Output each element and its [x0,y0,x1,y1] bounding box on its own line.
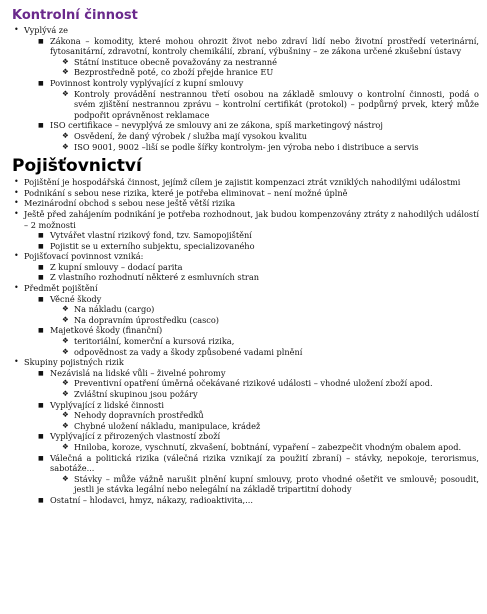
list-item [38,230,479,241]
list-item [38,495,479,506]
list-item-text: Nehody dopravních prostředků [74,410,204,421]
pojistovnictvi-list [12,177,479,505]
list-item [38,453,479,474]
bullet-icon: ■ [38,263,44,271]
list-item-text: Z vlastního rozhodnutí některé z esmluvních stran [50,272,259,283]
list-item [62,57,479,68]
list-item [38,368,479,379]
list-item [62,89,479,121]
list-item-text: Skupiny pojistných rizik [24,357,124,368]
bullet-icon: ❖ [62,141,69,151]
list-item-text: Stávky – může vážně narušit plnění kupní smlouvy, proto vhodné ošetřit ve smlouvě; posoudit, jestli je stávka legální nebo nelegální na základě tripartitní dohody [74,473,479,495]
list-item-text: Chybné uložení nákladu, manipulace, krádež [74,420,261,431]
list-item-text: Vyplývající z přirozených vlastností zboží [50,431,221,442]
list-item [62,336,479,347]
bullet-icon: ❖ [62,336,69,346]
bullet-icon: ■ [38,454,44,462]
list-item-text: Z kupní smlouvy – dodací parita [50,261,183,272]
bullet-icon: ■ [38,401,44,409]
list-item [38,36,479,57]
list-item [38,120,479,131]
list-item-text: Zvláštní skupinou jsou požáry [74,389,198,399]
bullet-icon: • [14,251,19,261]
section-title-kontrolni-cinnost: Kontrolní činnost [12,8,138,23]
list-item [62,304,479,315]
list-item [62,421,479,432]
bullet-icon: ❖ [62,473,69,483]
bullet-icon: ■ [38,295,44,303]
list-item-text: Válečná a politická rizika (válečná rizika vznikají za použití zbraní) – stávky, nepokoje, terorismus, sabotáže... [50,452,479,474]
list-item-text: odpovědnost za vady a škody způsobené vadami plnění [74,346,303,357]
list-item [62,142,479,153]
list-item-text: Mezinárodní obchod s sebou nese ještě větší rizika [24,198,236,209]
list-item-text: ISO 9001, 9002 –liší se podle šířky kontrolym- jen výroba nebo i distribuce a servis [74,141,419,152]
section-title-pojistovnictvi: Pojišťovnictví [12,156,142,177]
kontrolni-cinnost-list [12,25,479,152]
list-item-text: Předmět pojištění [24,283,98,294]
list-item [12,177,479,188]
list-item-text: Ještě před zahájením podnikání je potřeba rozhodnout, jak budou kompenzovány ztráty z nahodilých událostí – 2 možnosti [24,208,479,230]
list-item [38,325,479,336]
bullet-icon: ■ [38,274,44,282]
list-item [38,78,479,89]
list-item-text: teritoriální, komerční a kursová rizika, [74,336,235,347]
bullet-icon: ■ [38,232,44,240]
list-item [12,198,479,209]
list-item [12,283,479,294]
bullet-icon: • [14,208,19,218]
bullet-icon: • [14,25,19,34]
list-item-text: Vyplývá ze [24,25,68,35]
bullet-icon: ❖ [62,420,69,430]
list-item [62,410,479,421]
list-item-text: Státní instituce obecně považovány za nestranné [74,56,278,67]
bullet-icon: ❖ [62,314,69,324]
list-item [12,188,479,199]
list-item [12,209,479,230]
bullet-icon: • [14,283,19,293]
list-item-text: Vyplývající z lidské činnosti [50,399,164,410]
bullet-icon: ■ [38,37,44,45]
list-item [38,241,479,252]
list-item-text: Preventivní opatření úměrná očekávané rizikové události – vhodné uložení zboží apod. [74,378,433,389]
bullet-icon: ❖ [62,67,69,77]
list-item [38,262,479,273]
bullet-icon: ❖ [62,346,69,356]
list-item-text: Věcné škody [50,293,102,304]
bullet-icon: ❖ [62,389,69,398]
list-item [12,25,479,36]
list-item-text: Na dopravním úprostředku (casco) [74,314,219,325]
list-item [62,389,479,400]
list-item [62,67,479,78]
list-item-text: Ostatní – hlodavci, hmyz, nákazy, radioaktivita,... [50,494,253,505]
list-item-text: Na nákladu (cargo) [74,304,155,315]
bullet-icon: ■ [38,433,44,441]
list-item [12,251,479,262]
bullet-icon: • [14,177,19,187]
bullet-icon: • [14,198,19,208]
list-item [38,272,479,283]
list-item-text: Bezprostředně poté, co zboží přejde hranice EU [74,67,274,78]
list-item-text: Hniloba, koroze, vyschnutí, zkvašení, bobtnání, vypaření – zabezpečit vhodným obalem apod. [74,441,462,452]
bullet-icon: ■ [38,122,44,130]
bullet-icon: ■ [38,79,44,87]
list-item [38,294,479,305]
list-item-text: Kontroly provádění nestrannou třetí osobou na základě smlouvy o kontrolní činnosti, podá o svém zjištění nestrannou zprávu – kontrolní certifikát (protokol) – podpůrný prvek, který může podpořit oprávněnost reklamace [74,88,479,120]
bullet-icon: ❖ [62,441,69,451]
bullet-icon: ■ [38,496,44,504]
list-item [62,442,479,453]
bullet-icon: ❖ [62,130,69,140]
bullet-icon: ❖ [62,56,69,66]
list-item-text: Zákona – komodity, které mohou ohrozit život nebo zdraví lidí nebo životní prostředí veterinární, fytosanitární, zdravotní, kontroly chemikálií, zbraní, výbušniny – ze zákona určené zkušební ústavy [50,35,479,57]
list-item-text: Pojistit se u externího subjektu, specializovaného [50,240,255,251]
list-item-text: Podnikání s sebou nese rizika, které je potřeba eliminovat – není možné úplně [24,187,348,198]
bullet-icon: • [14,357,19,367]
bullet-icon: ❖ [62,378,69,388]
list-item [38,431,479,442]
list-item [62,378,479,389]
list-item-text: Osvědení, že daný výrobek / služba mají vysokou kvalitu [74,130,308,141]
list-item-text: Majetkové škody (finanční) [50,325,163,336]
bullet-icon: • [14,187,19,197]
list-item-text: Povinnost kontroly vyplývající z kupní smlouvy [50,77,244,88]
bullet-icon: ■ [38,242,44,250]
list-item-text: Nezávislá na lidské vůli – živelné pohromy [50,367,226,378]
bullet-icon: ❖ [62,304,69,314]
list-item [12,357,479,368]
list-item-text: Pojištění je hospodářská činnost, jejímž cílem je zajistit kompenzaci ztrát vzniklých nahodilými událostmi [24,177,461,188]
list-item [62,474,479,495]
list-item [62,315,479,326]
list-item [62,131,479,142]
bullet-icon: ■ [38,369,44,377]
bullet-icon: ❖ [62,88,69,98]
list-item-text: ISO certifikace – nevyplývá ze smlouvy ani ze zákona, spíš marketingový nástroj [50,120,383,131]
list-item-text: Pojišťovací povinnost vzniká: [24,251,144,262]
list-item [38,400,479,411]
bullet-icon: ■ [38,327,44,335]
bullet-icon: ❖ [62,410,69,420]
list-item [62,347,479,358]
list-item-text: Vytvářet vlastní rizikový fond, tzv. Samopojištění [50,230,252,241]
